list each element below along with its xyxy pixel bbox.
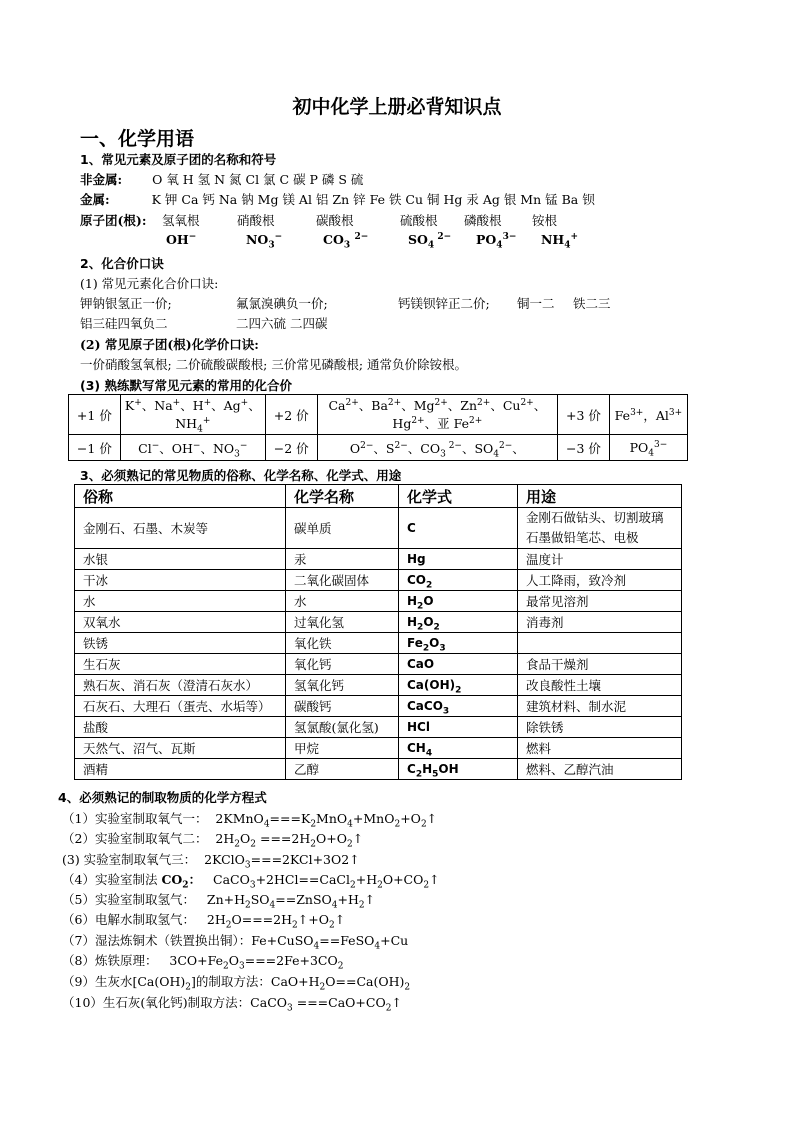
cell-formula: $Ca(OH)_2$ — [399, 675, 518, 696]
cell-usage: 燃料 — [518, 738, 682, 759]
substance-header-row — [75, 485, 682, 508]
formula-so4: $SO_4$ $^{2-}$ — [408, 231, 452, 251]
table-row — [75, 759, 682, 780]
table-row — [75, 696, 682, 717]
cell-usage: 食品干燥剂 — [518, 654, 682, 675]
cell-common: 石灰石、大理石（蛋壳、水垢等） — [75, 696, 286, 717]
equation-6: （6）电解水制取氢气： $2H_2O===2H_2↑+O_2↑$ — [62, 912, 346, 931]
cell-usage: 燃料、乙醇汽油 — [518, 759, 682, 780]
cell-chem: 甲烷 — [286, 738, 399, 759]
valence-cell-plus2-ions: $Ca^{2+}$、$Ba^{2+}$、$Mg^{2+}$、$Zn^{2+}$、$Cu^{2+}$、 $Hg^{2+}$、亚 $Fe^{2+}$ — [317, 395, 557, 435]
cell-formula: $CO_2$ — [399, 570, 518, 591]
cell-formula: CaCO$_3$ — [399, 696, 518, 717]
cell-common: 酒精 — [75, 759, 286, 780]
radical-label: 原子团(根): — [80, 213, 147, 228]
equation-10: （10）生石灰(氧化钙)制取方法：CaCO$_3$ $===CaO+CO_2↑$ — [62, 995, 402, 1014]
subheading-equations: 4、必须熟记的制取物质的化学方程式 — [58, 790, 267, 805]
radical-sulfate: 硫酸根 — [400, 213, 438, 228]
equation-4: （4）实验室制法 $CO_2$： $CaCO_3+2HCl==CaCl_2+H_2O+CO_2↑$ — [62, 872, 440, 891]
table-row — [75, 654, 682, 675]
cell-chem: 氢氧化钙 — [286, 675, 399, 696]
formula-po4: $PO_4^{3-}$ — [476, 231, 517, 251]
cell-usage: 建筑材料、制水泥 — [518, 696, 682, 717]
cell-common: 金刚石、石墨、木炭等 — [75, 508, 286, 549]
subheading-radical-rhyme: (2) 常见原子团(根)化学价口诀: — [80, 337, 259, 352]
cell-chem: 过氧化氢 — [286, 612, 399, 633]
valence-cell-minus3: −3 价 — [558, 435, 610, 461]
valence-cell-plus2: +2 价 — [265, 395, 317, 435]
table-row — [75, 717, 682, 738]
rhyme-line2-b: 二四六硫 二四碳 — [236, 316, 328, 331]
equation-8: （8）炼铁原理： $3CO+Fe_2O_3===2Fe+3CO_2$ — [62, 953, 344, 972]
cell-chem: 碳酸钙 — [286, 696, 399, 717]
valence-cell-plus3-ions: $Fe^{3+}$，$Al^{3+}$ — [609, 395, 687, 435]
cell-chem: 乙醇 — [286, 759, 399, 780]
equation-3: (3) 实验室制取氧气三： 2KClO$_3$===2KCl+3O2↑ — [62, 852, 360, 871]
cell-common: 熟石灰、消石灰（澄清石灰水） — [75, 675, 286, 696]
header-common-name: 俗称 — [75, 485, 286, 508]
valence-cell-minus1-ions: Cl−、OH−、$NO_3^-$ — [120, 435, 265, 461]
page-title: 初中化学上册必背知识点 — [292, 96, 502, 118]
subheading-substances: 3、必须熟记的常见物质的俗称、化学名称、化学式、用途 — [80, 468, 402, 483]
cell-formula: CaO — [399, 654, 518, 675]
valence-cell-plus3: +3 价 — [558, 395, 610, 435]
valence-cell-minus1: −1 价 — [69, 435, 121, 461]
table-row — [75, 570, 682, 591]
header-chemical-name: 化学名称 — [286, 485, 399, 508]
cell-common: 铁锈 — [75, 633, 286, 654]
cell-common: 盐酸 — [75, 717, 286, 738]
table-row — [75, 508, 682, 549]
radical-ammonium: 铵根 — [532, 213, 558, 228]
rhyme-line1-e: 铁二三 — [573, 296, 611, 311]
formula-no3: $NO_3^-$ — [246, 231, 283, 251]
nonmetal-row — [80, 170, 363, 188]
nonmetal-label: 非金属: — [80, 172, 123, 187]
cell-chem: 氧化钙 — [286, 654, 399, 675]
formula-co3: $CO_3$ $^{2-}$ — [323, 231, 369, 251]
rhyme-line1-c: 钙镁钡锌正二价; — [398, 296, 490, 311]
equation-7: （7）湿法炼铜术（铁置换出铜）：Fe+CuSO$_4$==FeSO$_4$+Cu — [62, 933, 409, 952]
cell-usage: 金刚石做钻头、切割玻璃 石墨做铅笔芯、电极 — [518, 508, 682, 549]
cell-common: 水 — [75, 591, 286, 612]
equation-2: （2）实验室制取氧气二： $2H_2O_2$ $===2H_2O+O_2↑$ — [62, 831, 364, 850]
valence-row-positive — [69, 395, 688, 435]
cell-formula: $H_2O_2$ — [399, 612, 518, 633]
header-usage: 用途 — [518, 485, 682, 508]
table-row — [75, 591, 682, 612]
metal-row — [80, 190, 595, 208]
cell-chem: 碳单质 — [286, 508, 399, 549]
radical-row — [80, 211, 146, 229]
cell-formula: HCl — [399, 717, 518, 738]
valence-cell-minus2-ions: $O^{2-}$、$S^{2-}$、$CO_3$ $^{2-}$、$SO_4^{2-}$、 — [317, 435, 557, 461]
cell-chem: 汞 — [286, 549, 399, 570]
cell-formula: Hg — [399, 549, 518, 570]
rhyme-line1-b: 氟氯溴碘负一价; — [236, 296, 328, 311]
subheading-valence-table: (3) 熟练默写常见元素的常用的化合价 — [80, 378, 292, 393]
metal-label: 金属: — [80, 192, 110, 207]
table-row — [75, 633, 682, 654]
cell-usage: 除铁锈 — [518, 717, 682, 738]
cell-formula: $C_2H_5OH$ — [399, 759, 518, 780]
valence-cell-plus1: +1 价 — [69, 395, 121, 435]
substance-table — [74, 484, 682, 780]
header-formula: 化学式 — [399, 485, 518, 508]
valence-cell-minus3-ions: $PO_4^{3-}$ — [609, 435, 687, 461]
radical-rhyme: 一价硝酸氢氧根; 二价硫酸碳酸根; 三价常见磷酸根; 通常负价除铵根。 — [80, 357, 468, 372]
cell-chem: 水 — [286, 591, 399, 612]
rhyme-line2-a: 铝三硅四氧负二 — [80, 316, 168, 331]
cell-formula: $Fe_2O_3$ — [399, 633, 518, 654]
cell-usage: 人工降雨，致冷剂 — [518, 570, 682, 591]
cell-usage: 改良酸性土壤 — [518, 675, 682, 696]
table-row — [75, 675, 682, 696]
equation-5: （5）实验室制取氢气： $Zn+H_2SO_4==ZnSO_4+H_2↑$ — [62, 892, 376, 911]
equation-9: （9）生灰水$[Ca(OH)_2]$的制取方法：$CaO+H_2O==Ca(OH)_2$ — [62, 974, 411, 993]
cell-common: 天然气、沼气、瓦斯 — [75, 738, 286, 759]
metal-list: K 钾 Ca 钙 Na 钠 Mg 镁 Al 铝 Zn 锌 Fe 铁 Cu 铜 Hg 汞 Ag 银 Mn 锰 Ba 钡 — [151, 192, 595, 207]
formula-nh4: $NH_4^+$ — [541, 231, 579, 251]
table-row — [75, 549, 682, 570]
cell-usage: 温度计 — [518, 549, 682, 570]
cell-formula: $H_2O$ — [399, 591, 518, 612]
radical-nitrate: 硝酸根 — [237, 213, 275, 228]
cell-chem: 二氧化碳固体 — [286, 570, 399, 591]
subheading-valence: 2、化合价口诀 — [80, 256, 164, 271]
radical-phosphate: 磷酸根 — [464, 213, 502, 228]
equation-1: （1）实验室制取氧气一： $2KMnO_4===K_2MnO_4+MnO_2+O_2↑$ — [62, 811, 438, 830]
cell-chem: 氧化铁 — [286, 633, 399, 654]
table-row — [75, 612, 682, 633]
cell-usage: 最常见溶剂 — [518, 591, 682, 612]
cell-common: 干冰 — [75, 570, 286, 591]
radical-carbonate: 碳酸根 — [316, 213, 354, 228]
rhyme-line1-d: 铜一二 — [517, 296, 555, 311]
cell-usage: 消毒剂 — [518, 612, 682, 633]
valence-cell-plus1-ions: K+、Na+、H+、Ag+、 $NH_4^+$ — [120, 395, 265, 435]
section-heading-chemical-terms: 一、化学用语 — [80, 128, 195, 150]
cell-common: 水银 — [75, 549, 286, 570]
valence-table — [68, 394, 688, 461]
subheading-elements: 1、常见元素及原子团的名称和符号 — [80, 152, 277, 167]
valence-row-negative — [69, 435, 688, 461]
rhyme-line1-a: 钾钠银氢正一价; — [80, 296, 172, 311]
table-row — [75, 738, 682, 759]
cell-formula: $CH_4$ — [399, 738, 518, 759]
radical-hydroxide: 氢氧根 — [162, 213, 200, 228]
cell-usage — [518, 633, 682, 654]
cell-common: 生石灰 — [75, 654, 286, 675]
valence-cell-minus2: −2 价 — [265, 435, 317, 461]
cell-formula: C — [399, 508, 518, 549]
nonmetal-list: O 氧 H 氢 N 氮 Cl 氯 C 碳 P 磷 S 硫 — [152, 172, 364, 187]
cell-common: 双氧水 — [75, 612, 286, 633]
cell-chem: 氢氯酸(氯化氢) — [286, 717, 399, 738]
formula-oh: OH− — [166, 231, 197, 247]
subheading-element-rhyme: (1) 常见元素化合价口诀: — [80, 276, 219, 291]
